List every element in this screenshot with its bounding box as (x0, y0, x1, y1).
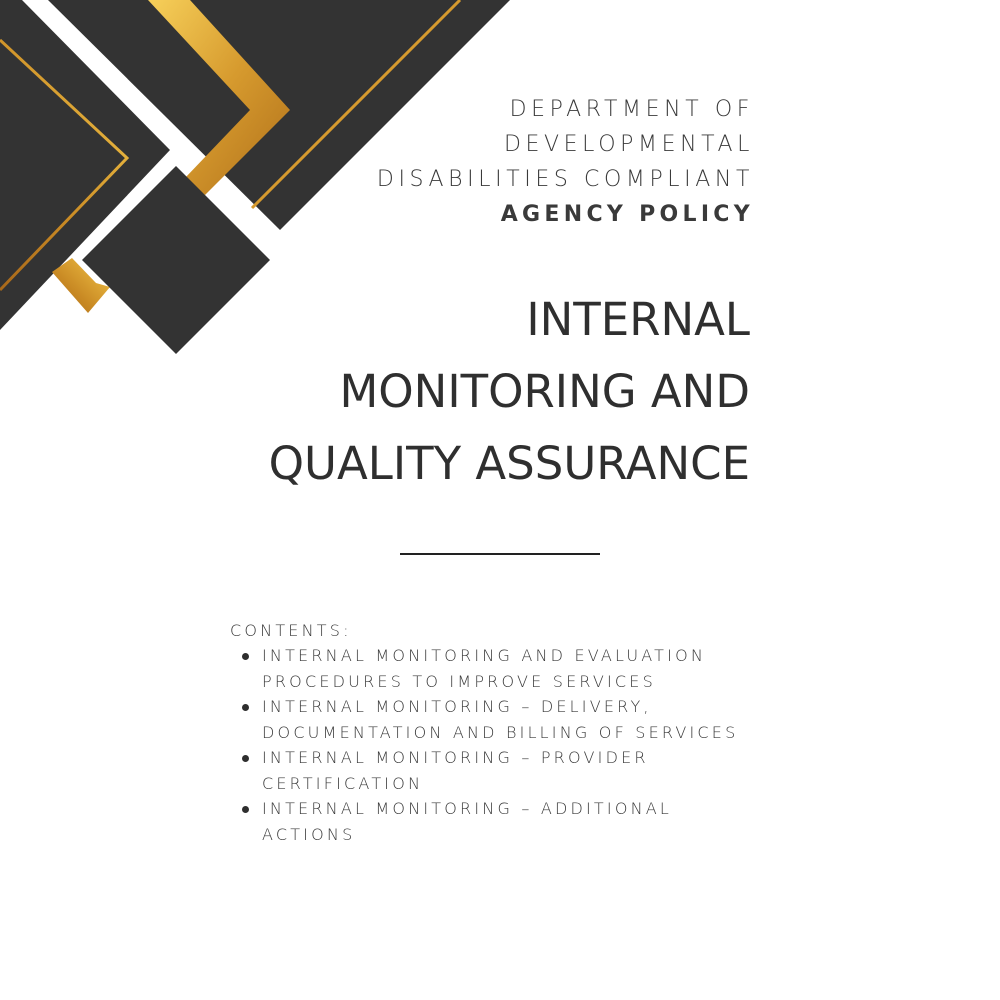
title-divider (400, 553, 600, 555)
bullet-icon (242, 653, 249, 660)
contents-list (230, 643, 790, 847)
bullet-icon (242, 755, 249, 762)
list-item-line-1: INTERNAL MONITORING AND EVALUATION (262, 646, 707, 665)
header-line-1: DEPARTMENT OF (509, 97, 754, 122)
header-line-4: AGENCY POLICY (500, 202, 754, 227)
list-item-line-2: CERTIFICATION (262, 773, 424, 793)
contents-section (230, 618, 790, 847)
page-title (230, 284, 750, 500)
list-item-line-1: INTERNAL MONITORING – ADDITIONAL (262, 799, 673, 818)
list-item (230, 796, 790, 847)
list-item (230, 745, 790, 796)
header-line-2: DEVELOPMENTAL (503, 132, 754, 157)
contents-label: CONTENTS: (230, 621, 352, 640)
department-header (294, 92, 754, 232)
list-item-line-1: INTERNAL MONITORING – DELIVERY, (262, 697, 652, 716)
list-item-line-2: DOCUMENTATION AND BILLING OF SERVICES (262, 722, 739, 742)
list-item (230, 643, 790, 694)
header-line-3: DISABILITIES COMPLIANT (376, 167, 754, 192)
bullet-icon (242, 806, 249, 813)
title-line-3: QUALITY ASSURANCE (268, 437, 750, 490)
list-item-line-2: ACTIONS (262, 824, 356, 844)
title-line-2: MONITORING AND (339, 365, 750, 418)
list-item-line-1: INTERNAL MONITORING – PROVIDER (262, 748, 649, 767)
title-line-1: INTERNAL (526, 293, 750, 346)
list-item-line-2: PROCEDURES TO IMPROVE SERVICES (262, 671, 656, 691)
list-item (230, 694, 790, 745)
bullet-icon (242, 704, 249, 711)
